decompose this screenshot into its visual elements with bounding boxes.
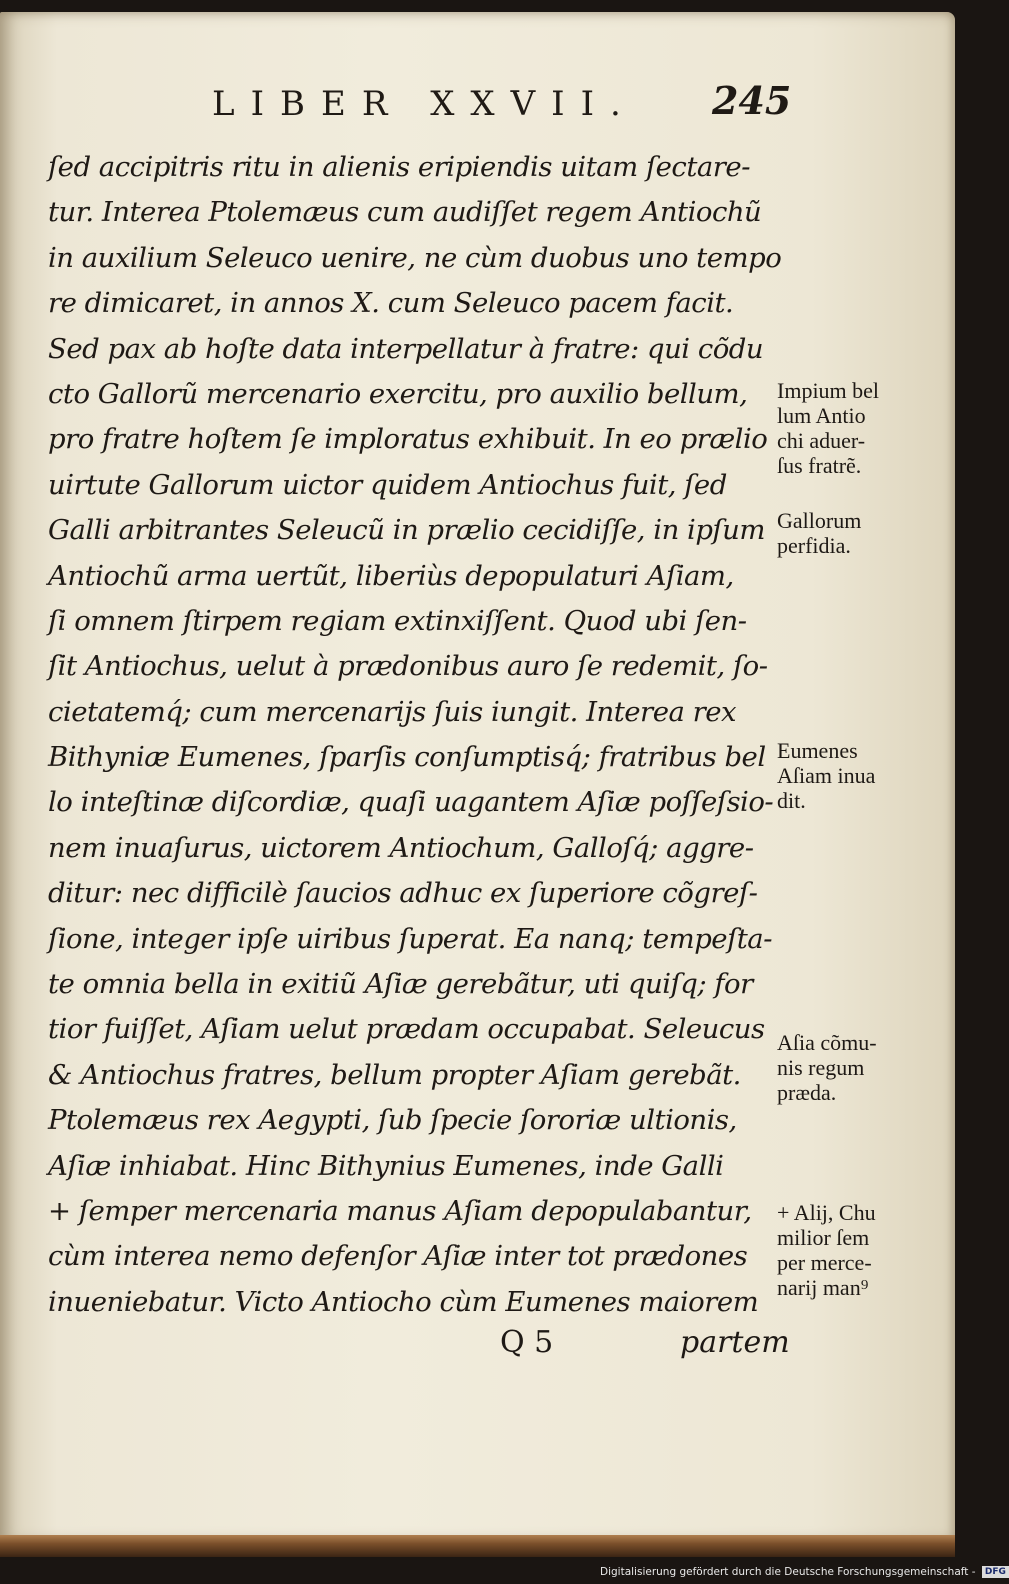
catchline xyxy=(500,1325,790,1371)
text-line: nem inuaſurus, uictorem Antiochum, Galloſq́; aggre- xyxy=(48,831,754,864)
text-line: te omnia bella in exitiũ Aſiæ gerebãtur, uti quiſq; for xyxy=(48,968,753,1001)
digitization-credit xyxy=(600,1564,1006,1580)
text-line: cùm interea nemo defenſor Aſiæ inter tot prædones xyxy=(48,1240,748,1273)
running-head: LIBER XXVII. xyxy=(212,84,637,124)
text-line: re dimicaret, in annos X. cum Seleuco pacem facit. xyxy=(48,287,734,320)
note-line: chi aduer- xyxy=(777,428,866,453)
dfg-logo: DFG xyxy=(982,1566,1009,1578)
note-line: Gallorum xyxy=(777,508,862,533)
note-line: per merce- xyxy=(777,1250,872,1275)
note-line: præda. xyxy=(777,1080,837,1105)
note-line: narij man⁹ xyxy=(777,1275,869,1300)
text-line: Bithyniæ Eumenes, ſparſis conſumptisq́; fratribus bel xyxy=(48,741,766,774)
note-line: Eumenes xyxy=(777,738,858,763)
catchword: partem xyxy=(680,1325,790,1360)
note-line: + Alij, Chu xyxy=(777,1200,876,1225)
page-number: 245 xyxy=(712,78,792,123)
note-line: Aſiam inua xyxy=(777,763,876,788)
note-line: milior ſem xyxy=(777,1225,870,1250)
text-line: tior fuiſſet, Aſiam uelut prædam occupabat. Seleucus xyxy=(48,1013,765,1046)
text-line: ſed accipitris ritu in alienis eripiendis uitam ſectare- xyxy=(48,151,750,183)
text-line: Aſiæ inhiabat. Hinc Bithynius Eumenes, inde Galli xyxy=(48,1149,724,1182)
text-line: ditur: nec difficilè ſaucios adhuc ex ſuperiore cõgreſ- xyxy=(48,877,758,910)
text-line: cto Gallorũ mercenario exercitu, pro auxilio bellum, xyxy=(48,377,748,410)
note-line: Aſia cõmu- xyxy=(777,1030,877,1055)
note-line: lum Antio xyxy=(777,403,866,428)
note-line: dit. xyxy=(777,788,806,813)
text-line: pro fratre hoſtem ſe imploratus exhibuit. In eo prælio xyxy=(48,423,768,456)
page-header xyxy=(0,78,955,128)
text-line: Ptolemæus rex Aegypti, ſub ſpecie ſororiæ ultionis, xyxy=(48,1104,737,1137)
marginal-note xyxy=(777,508,947,558)
note-line: nis regum xyxy=(777,1055,865,1080)
credit-text: Digitalisierung gefördert durch die Deutsche Forschungsgemeinschaft - xyxy=(600,1566,976,1578)
text-line: uirtute Gallorum uictor quidem Antiochus fuit, ſed xyxy=(48,468,727,501)
note-line: ſus fratrẽ. xyxy=(777,453,862,478)
text-line: Sed pax ab hoſte data interpellatur à fratre: qui cõdu xyxy=(48,332,764,365)
marginal-note xyxy=(777,1030,947,1105)
marginal-note xyxy=(777,738,947,813)
text-line: lo inteſtinæ diſcordiæ, quaſi uagantem Aſiæ poſſeſsio- xyxy=(48,786,774,819)
text-line: cietatemq́; cum mercenarijs ſuis iungit. Interea rex xyxy=(48,695,737,728)
note-line: perfidia. xyxy=(777,533,851,558)
text-line: ſit Antiochus, uelut à prædonibus auro ſe redemit, ſo- xyxy=(48,650,768,683)
text-line: ſione, integer ipſe uiribus ſuperat. Ea nanq; tempeſta- xyxy=(48,922,772,955)
marginal-note xyxy=(777,1200,947,1300)
main-text xyxy=(48,145,782,1325)
text-line: in auxilium Seleuco uenire, ne cùm duobus uno tempo xyxy=(48,241,782,274)
signature-mark: Q 5 xyxy=(500,1325,554,1360)
text-line: + ſemper mercenaria manus Aſiam depopulabantur, xyxy=(48,1194,752,1227)
text-line: & Antiochus fratres, bellum propter Aſiam gerebãt. xyxy=(48,1058,741,1091)
text-line: inueniebatur. Victo Antiocho cùm Eumenes maiorem xyxy=(48,1285,759,1318)
text-line: ſi omnem ſtirpem regiam extinxiſſent. Quod ubi ſen- xyxy=(48,604,747,637)
text-line: tur. Interea Ptolemæus cum audiſſet regem Antiochũ xyxy=(48,196,762,229)
text-line: Antiochũ arma uertũt, liberiùs depopulaturi Aſiam, xyxy=(48,559,734,592)
note-line: Impium bel xyxy=(777,378,880,403)
page-edge xyxy=(0,1535,955,1557)
marginal-note xyxy=(777,378,947,478)
text-line: Galli arbitrantes Seleucũ in prælio cecidiſſe, in ipſum xyxy=(48,514,765,547)
